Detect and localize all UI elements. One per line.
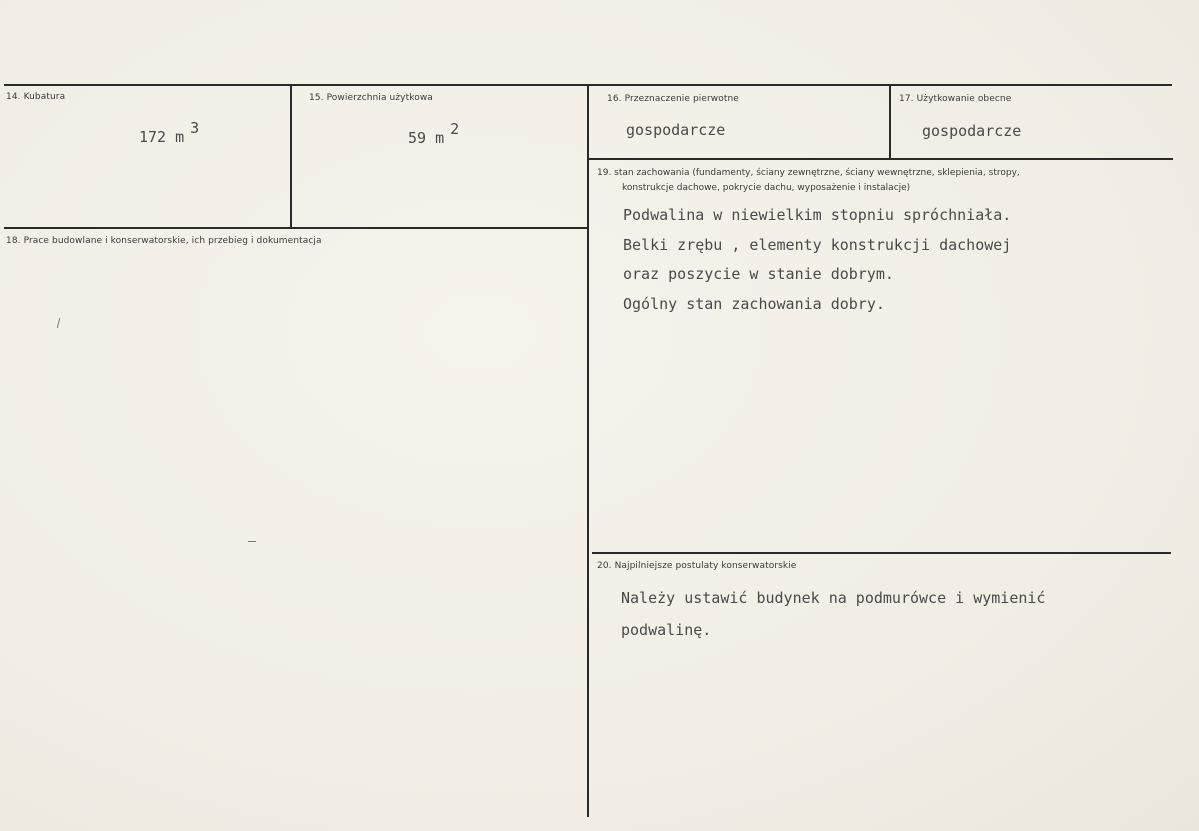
stan-label-line-1: 19. stan zachowania (fundamenty, ściany zewnętrzne, ściany wewnętrzne, sklepienia, stropy, xyxy=(597,168,1020,178)
postulaty-line: Należy ustawić budynek na podmurówce i wymienić xyxy=(621,589,1046,607)
uzytkowanie-label: 17. Użytkowanie obecne xyxy=(899,94,1012,104)
kubatura-value: 172 m 3 xyxy=(139,119,200,146)
stray-pencil-mark xyxy=(248,541,256,542)
rule-above-20 xyxy=(592,552,1171,554)
postulaty-line: podwalinę. xyxy=(621,621,712,639)
przeznaczenie-label: 16. Przeznaczenie pierwotne xyxy=(607,94,739,104)
rule-under-14-15 xyxy=(4,227,588,229)
postulaty-label: 20. Najpilniejsze postulaty konserwatorskie xyxy=(597,561,797,571)
stan-line: Ogólny stan zachowania dobry. xyxy=(623,294,885,313)
postulaty-text xyxy=(621,582,1045,646)
kubatura-unit-exponent: 3 xyxy=(190,119,200,137)
divider-14-15 xyxy=(290,85,292,228)
stan-text xyxy=(623,201,1011,319)
divider-16-17 xyxy=(889,85,891,158)
rule-under-16-17 xyxy=(589,158,1173,160)
stan-label-line-2: konstrukcje dachowe, pokrycie dachu, wyposażenie i instalacje) xyxy=(622,183,911,193)
powierzchnia-unit-exponent: 2 xyxy=(450,120,460,138)
stan-line: Belki zrębu , elementy konstrukcji dachowej xyxy=(623,235,1012,254)
stan-line: Podwalina w niewielkim stopniu spróchniała. xyxy=(623,206,1012,224)
stan-line: oraz poszycie w stanie dobrym. xyxy=(623,265,894,283)
prace-label: 18. Prace budowlane i konserwatorskie, ich przebieg i dokumentacja xyxy=(6,236,322,246)
center-divider xyxy=(587,85,589,817)
kubatura-label: 14. Kubatura xyxy=(6,92,66,102)
powierzchnia-label: 15. Powierzchnia użytkowa xyxy=(309,93,433,103)
stray-pencil-mark xyxy=(57,318,61,328)
uzytkowanie-value: gospodarcze xyxy=(922,122,1022,140)
powierzchnia-value: 59 m 2 xyxy=(408,120,460,147)
przeznaczenie-value: gospodarcze xyxy=(626,121,726,139)
stan-label xyxy=(597,166,1097,196)
